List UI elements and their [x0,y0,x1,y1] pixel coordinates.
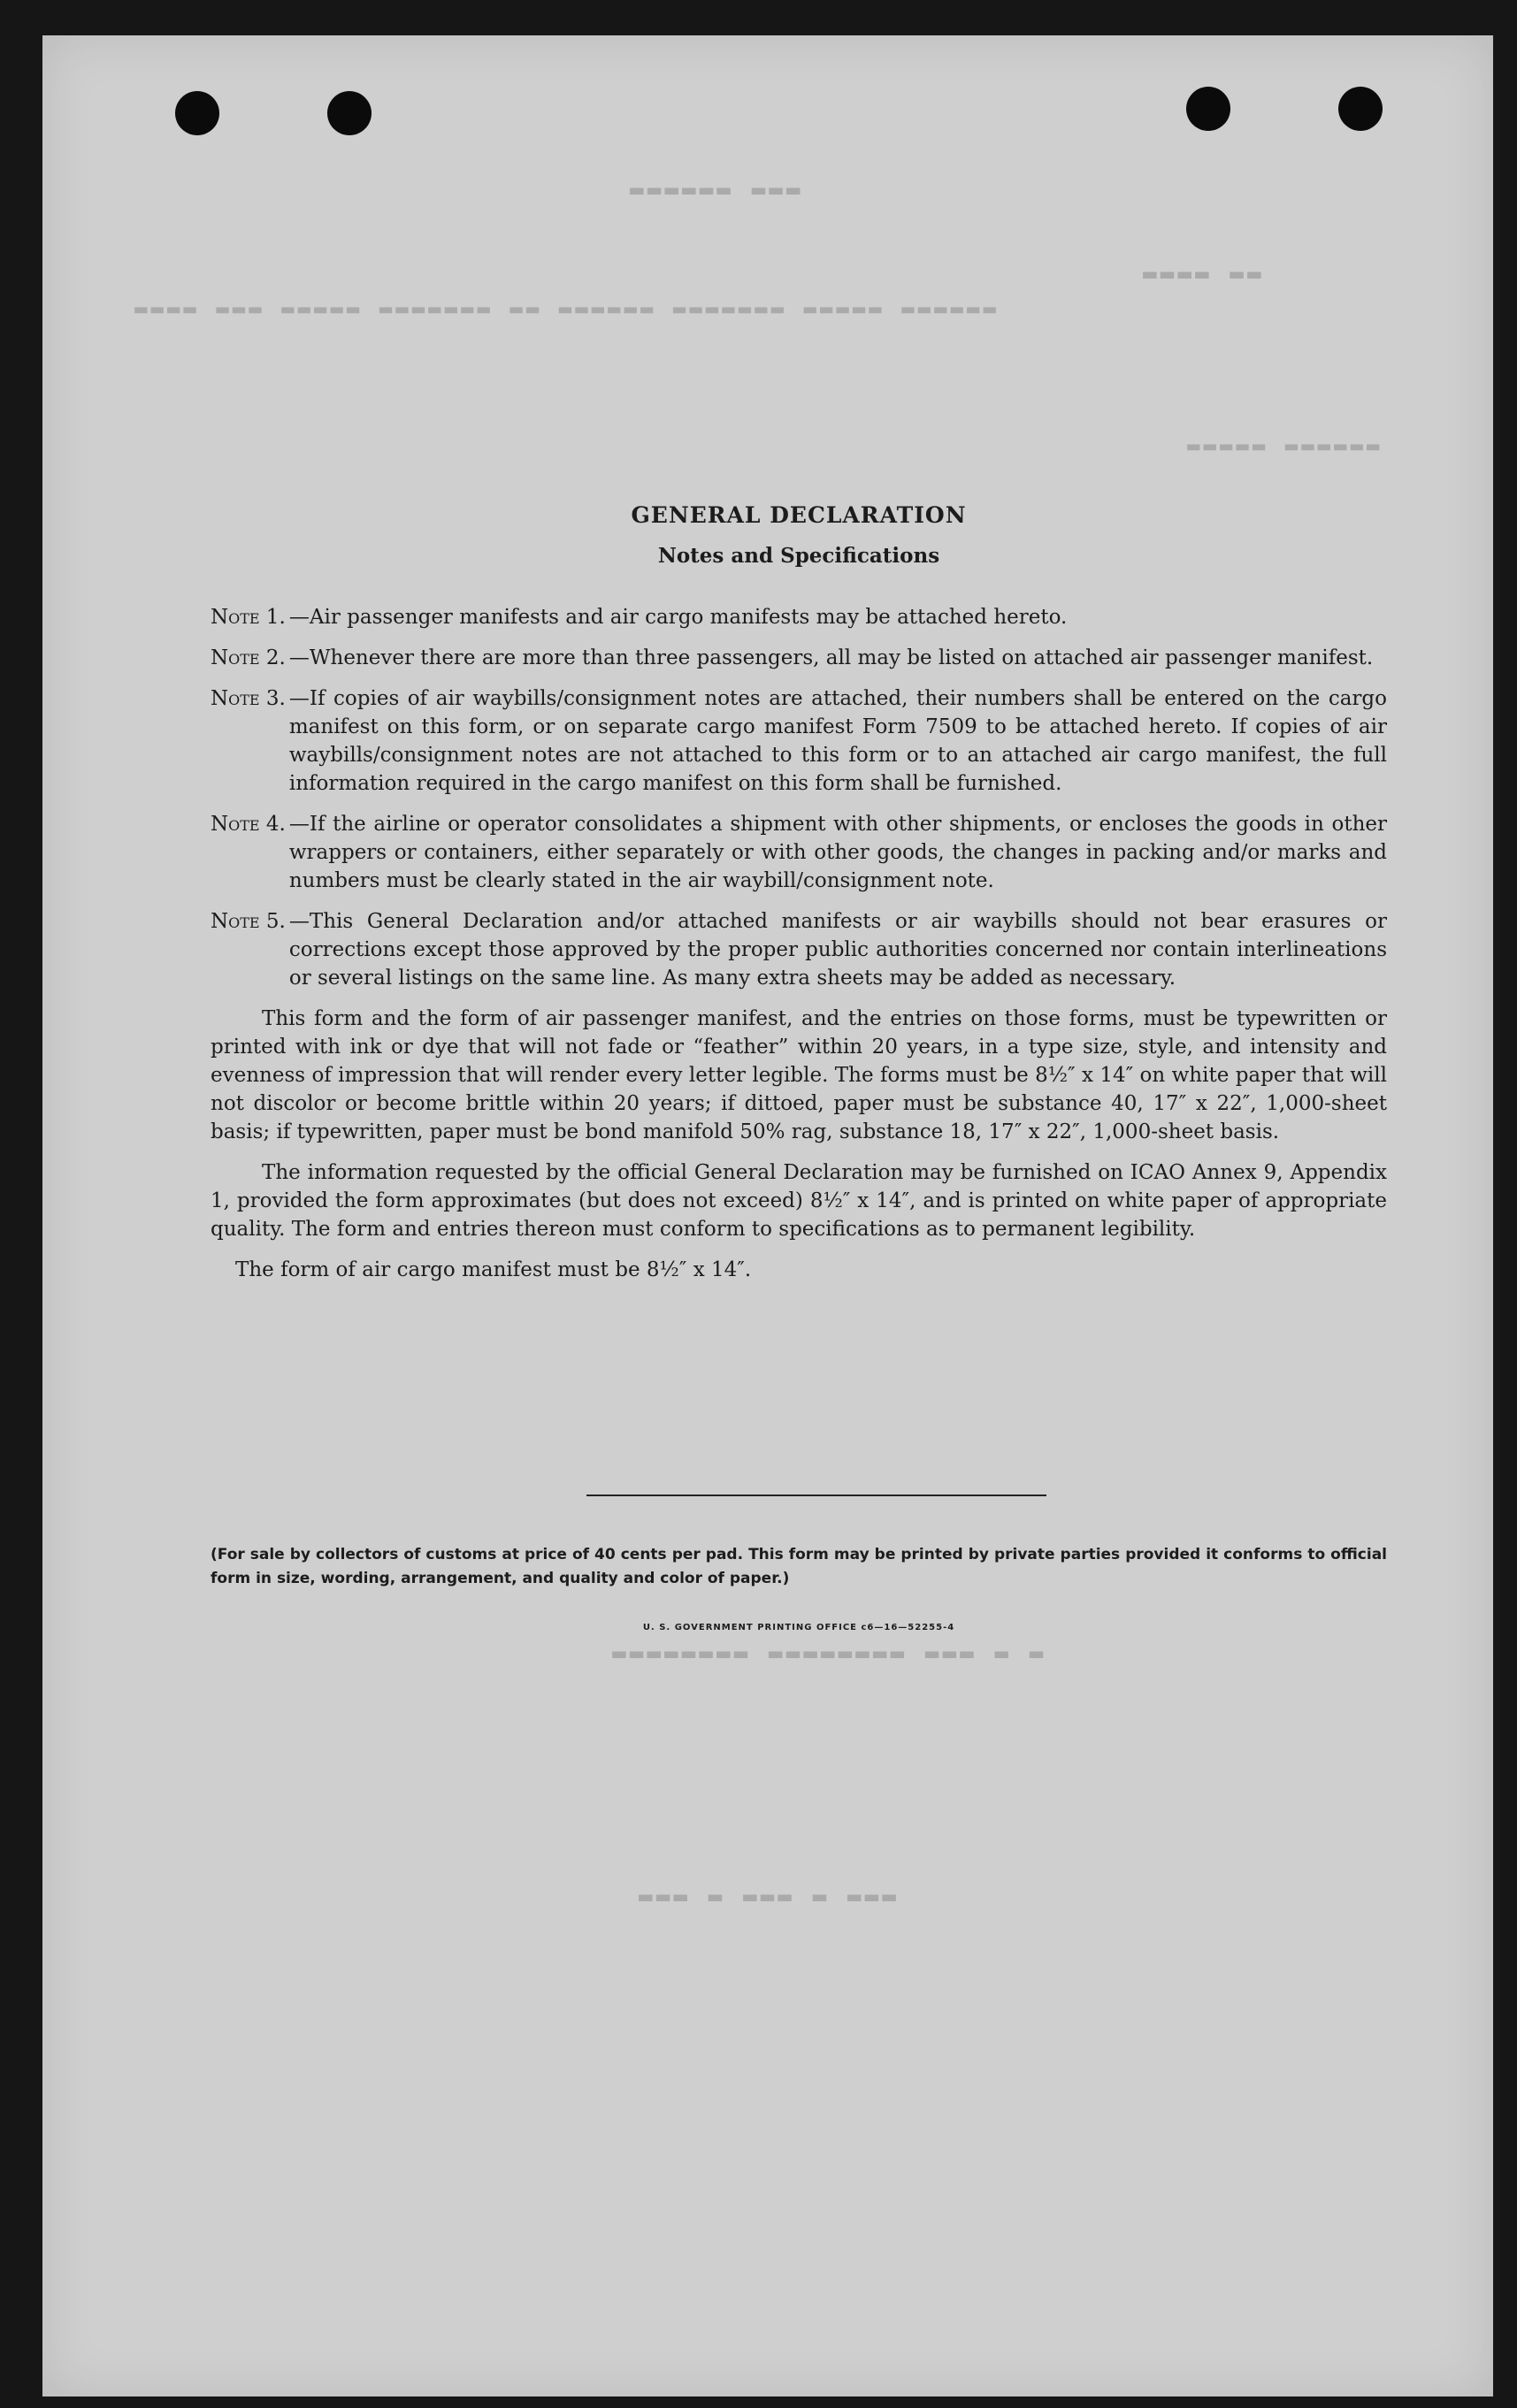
bleed-through-texture: ▬▬ ▬▬▬▬ [1139,261,1261,287]
punch-hole-left-2 [327,91,372,135]
note-label: Note 5. [211,910,286,933]
sale-notice: (For sale by collectors of customs at price of 40 cents per pad. This form may be printed by private parties provided it conforms to official form in size, wording, arrangement, and quality and color of paper.) [211,1546,1387,1587]
paragraph-form-specs: This form and the form of air passenger manifest, and the entries on those forms, must be typewritten or printed with ink or dye that will not fade or “feather” within 20 years, in a type size, style, and intensity and evenness of impression that will render every letter legible. The forms must be 8½″ x 14″ on white paper that will not discolor or become brittle within 20 years; if dittoed, paper must be substance 40, 17″ x 22″, 1,000-sheet basis; if typewritten, paper must be bond manifold 50% rag, substance 18, 17″ x 22″, 1,000-sheet basis. [211,1007,1387,1143]
note-1 [211,603,1387,631]
bleed-through-texture: ▬ ▬ ▬▬▬ ▬▬▬▬▬▬▬▬ ▬▬▬▬▬▬▬▬ [609,1640,1044,1667]
bleed-through-texture: ▬▬▬ ▬ ▬▬▬ ▬ ▬▬▬ [635,1884,896,1910]
bleed-through-texture: ▬▬▬▬▬▬ ▬▬▬▬▬ [1184,433,1380,458]
note-label: Note 2. [211,646,286,669]
document-page [42,35,1493,2397]
note-text: —Whenever there are more than three passengers, all may be listed on attached air passenger manifest. [288,646,1374,669]
paragraph-icao: The information requested by the official General Declaration may be furnished on ICAO Annex 9, Appendix 1, provided the form approximates (but does not exceed) 8½″ x 14″, and is printed on white paper of appropriate quality. The form and entries thereon must conform to specifications as to permanent legibility. [211,1161,1387,1241]
note-label: Note 3. [211,687,286,710]
punch-hole-left-1 [175,91,219,135]
note-label: Note 4. [211,813,286,836]
note-3 [211,684,1387,798]
notes-section [211,603,1387,1304]
note-text: —This General Declaration and/or attached manifests or air waybills should not bear erasures or corrections except those approved by the proper public authorities concerned nor contain interlineations or several listings on the same line. As many extra sheets may be added as necessary. [288,910,1387,990]
printing-office-line: U. S. GOVERNMENT PRINTING OFFICE c6—16—52255-4 [642,1623,955,1632]
note-text: —If copies of air waybills/consignment notes are attached, their numbers shall be entered on the cargo manifest on this form, or on separate cargo manifest Form 7509 to be attached hereto. If copies of air waybills/consignment notes are not attached to this form or to an attached air cargo manifest, the full information required in the cargo manifest on this form shall be furnished. [288,687,1387,795]
document-title: GENERAL DECLARATION [631,502,967,528]
note-text: —If the airline or operator consolidates a shipment with other shipments, or encloses the goods in other wrappers or containers, either separately or with other goods, the changes in packing and/or marks and numbers must be clearly stated in the air waybill/consignment note. [288,813,1387,892]
note-5 [211,907,1387,992]
paragraph-cargo-manifest-size: The form of air cargo manifest must be 8½″ x 14″. [235,1258,752,1281]
divider-rule [586,1494,1046,1496]
note-text: —Air passenger manifests and air cargo manifests may be attached hereto. [288,606,1068,629]
bleed-through-texture: ▬▬▬ ▬▬▬▬▬▬ [626,177,801,203]
note-label: Note 1. [211,606,286,629]
punch-hole-right-2 [1338,87,1383,131]
note-4 [211,810,1387,895]
note-2 [211,644,1387,672]
document-subtitle: Notes and Specifications [657,544,940,568]
punch-hole-right-1 [1186,87,1230,131]
bleed-through-texture: ▬▬▬▬▬▬ ▬▬▬▬▬ ▬▬▬▬▬▬▬ ▬▬▬▬▬▬ ▬▬ ▬▬▬▬▬▬▬ ▬▬▬▬▬ ▬▬▬ ▬▬▬▬ [131,296,996,321]
